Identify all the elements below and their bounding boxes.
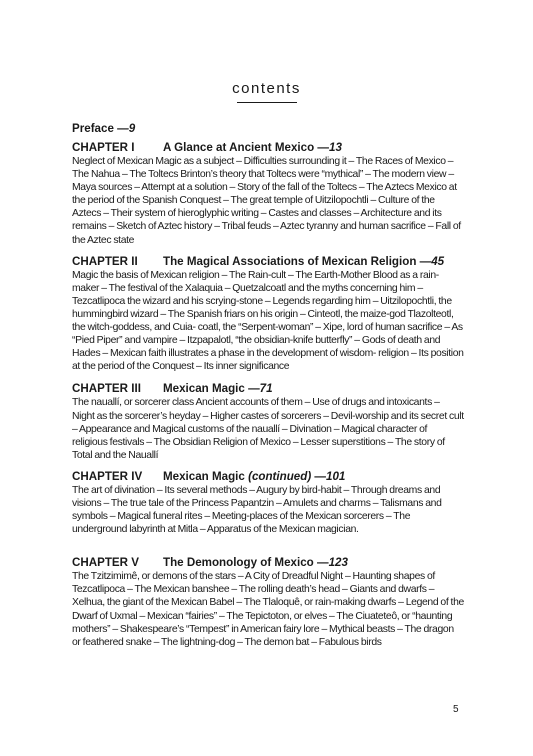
chapter-title — [163, 556, 348, 570]
chapter-summary: Neglect of Mexican Magic as a subject – Difficulties surrounding it – The Races of Mexico – The Nahua – The Toltecs Brinton’s theory that Toltecs were “mythical” – The modern view – Maya sources – Attempt at a solution – Story of the fall of the Toltecs – The Aztecs Mexico at the period of the Spanish Conquest – The great temple of Uitzilopochtli – Culture of the Aztecs – Their system of hieroglyphic writing – Castes and classes – Architecture and its remains – Sketch of Aztec history – Tribal feuds – Aztec tyranny and human sacrifice – Fall of the Aztec state — [72, 156, 461, 246]
chapter-entry-5 — [72, 556, 464, 649]
chapter-dash: — — [311, 469, 327, 483]
chapter-number: CHAPTER II — [72, 254, 138, 268]
page-title: contents — [232, 80, 301, 97]
chapter-page-number: 13 — [329, 141, 342, 154]
chapter-heading — [72, 141, 464, 155]
title-underline — [237, 102, 297, 103]
preface-label: Preface — [72, 122, 114, 135]
chapter-title-text: Mexican Magic — [163, 469, 245, 483]
chapter-title-text: Mexican Magic — [163, 382, 245, 396]
chapter-entry-2 — [72, 255, 464, 374]
chapter-title — [163, 470, 345, 484]
preface-dash: — — [113, 122, 129, 135]
chapter-entry-1 — [72, 141, 464, 247]
chapter-dash: — — [244, 382, 260, 396]
chapter-summary: Magic the basis of Mexican religion – The Rain-cult – The Earth-Mother Blood as a rain-maker – The festival of the Xalaquia – Quetzalcoatl and the myths concerning him – Tezcatlipoca the wizard and his scrying-stone – Legends regarding him – Uitzilopochtli, the hummingbird wizard – The Spanish friars on his origin – Cinteotl, the maize-god Tlazolteotl, the witch-goddess, and Cuia- coatl, the “Serpent-woman” – Xipe, lord of human sacrifice – As “Pied Piper” and vampire – Itzpapalotl, “the obsidian-knife butterfly” – Gods of death and Hades – Mexican faith illustrates a phase in the development of wisdom- religion – Its position at the period of the Conquest – Its inner significance — [72, 269, 464, 373]
preface-entry — [72, 122, 464, 136]
chapter-page-number: 45 — [431, 254, 445, 268]
chapter-summary: The Tzitzimimê, or demons of the stars – A City of Dreadful Night – Haunting shapes of Tezcatlipoca – The Mexican banshee – The rolling death’s head – Giants and dwarfs – Xelhua, the giant of the Mexican Babel – The Tlaloquê, or rain-making dwarfs – Legend of the Dwarf of Uxmal – Mexican “fairies” – The Tepictoton, or elves – The Ciuateteô, or “haunting mothers” – Shakespeare’s “Tempest” in American fairy lore – Mythical beasts – The dragon or feathered snake – The lightning-dog – The demon bat – Fabulous birds — [72, 571, 464, 648]
chapter-title-text: A Glance at Ancient Mexico — [163, 141, 315, 154]
chapter-number: CHAPTER IV — [72, 469, 143, 483]
preface-page-number: 9 — [128, 122, 136, 135]
chapter-page-number: 123 — [328, 556, 348, 570]
chapter-summary: The art of divination – Its several methods – Augury by bird-habit – Through dreams and visions – The true tale of the Princess Papantzin – Amulets and charms – Talismans and symbols – Magical funeral rites – Meeting-places of the Mexican sorcerers – The underground labyrinth at Mitla – Apparatus of the Mexican magician. — [72, 484, 442, 536]
page-number-folio: 5 — [453, 704, 459, 715]
table-of-contents — [72, 122, 464, 657]
chapter-page-number: 101 — [326, 469, 346, 483]
chapter-heading — [72, 255, 464, 269]
chapter-title — [163, 141, 342, 155]
chapter-entry-3 — [72, 382, 464, 461]
chapter-title-text: The Magical Associations of Mexican Religion — [163, 254, 417, 268]
chapter-heading — [72, 382, 464, 396]
chapter-number: CHAPTER V — [72, 556, 139, 570]
chapter-title — [163, 382, 273, 396]
chapter-dash: — — [313, 556, 329, 570]
chapter-entry-4 — [72, 470, 464, 536]
chapter-dash: — — [416, 254, 432, 268]
chapter-number: CHAPTER III — [72, 382, 141, 396]
chapter-title-continued: (continued) — [248, 469, 312, 483]
chapter-heading — [72, 470, 464, 484]
chapter-number: CHAPTER I — [72, 141, 135, 154]
chapter-title — [163, 255, 444, 269]
chapter-summary: The nauallí, or sorcerer class Ancient accounts of them – Use of drugs and intoxicants – Night as the sorcerer’s heyday – Higher castes of sorcerers – Devil-worship and its secret cult – Appearance and Magical customs of the nauallí – Divination – Magical character of religious festivals – The Obsidian Religion of Mexico – Lesser superstitions – The story of Total and the Nauallí — [72, 397, 464, 461]
chapter-title-text: The Demonology of Mexico — [163, 556, 314, 570]
chapter-dash: — — [314, 141, 330, 154]
chapter-page-number: 71 — [259, 382, 273, 396]
chapter-heading — [72, 556, 464, 570]
